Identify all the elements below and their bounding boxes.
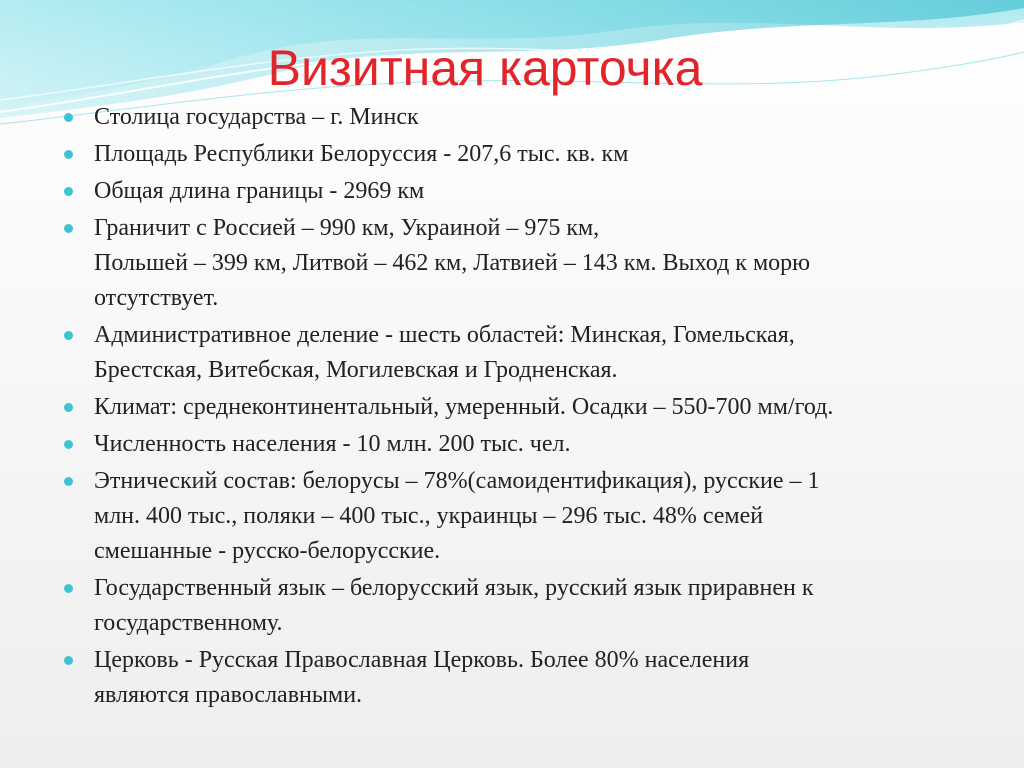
list-item — [62, 211, 974, 316]
item-text: Площадь Республики Белоруссия - 207,6 тыс. кв. км — [94, 141, 629, 167]
item-text: Граничит с Россией – 990 км, Украиной – 975 км, — [94, 215, 600, 241]
list-item — [62, 390, 974, 425]
item-text: Численность населения - 10 млн. 200 тыс. чел. — [94, 431, 571, 457]
list-item — [62, 464, 974, 569]
bullet-icon — [64, 477, 73, 486]
item-text: Брестская, Витебская, Могилевская и Гродненская. — [94, 357, 618, 383]
item-text: смешанные - русско-белорусские. — [94, 538, 441, 564]
item-text: Климат: среднеконтинентальный, умеренный. Осадки – 550-700 мм/год. — [94, 394, 834, 420]
bullet-icon — [64, 331, 73, 340]
list-item — [62, 571, 974, 641]
item-text: Государственный язык – белорусский язык, русский язык приравнен к — [94, 575, 814, 601]
list-item — [62, 427, 974, 462]
bullet-icon — [64, 224, 73, 233]
list-item — [62, 100, 974, 135]
bullet-icon — [64, 440, 73, 449]
list-item — [62, 643, 974, 713]
bullet-icon — [64, 113, 73, 122]
list-item — [62, 318, 974, 388]
bullet-icon — [64, 656, 73, 665]
item-text: государственному. — [94, 610, 283, 636]
list-item — [62, 174, 974, 209]
bullet-icon — [64, 150, 73, 159]
item-text: Польшей – 399 км, Литвой – 462 км, Латвией – 143 км. Выход к морю — [94, 250, 811, 276]
item-text: Административное деление - шесть областей: Минская, Гомельская, — [94, 322, 795, 348]
item-text: Церковь - Русская Православная Церковь. Более 80% населения — [94, 647, 750, 673]
bullet-icon — [64, 403, 73, 412]
list-item — [62, 137, 974, 172]
bullet-icon — [64, 187, 73, 196]
item-text: Общая длина границы - 2969 км — [94, 178, 425, 204]
bullet-list — [62, 100, 974, 715]
item-text: отсутствует. — [94, 285, 219, 311]
page-title: Визитная карточка — [267, 40, 703, 96]
bullet-icon — [64, 584, 73, 593]
item-text: являются православными. — [94, 682, 363, 708]
item-text: Столица государства – г. Минск — [94, 104, 419, 130]
item-text: Этнический состав: белорусы – 78%(самоидентификация), русские – 1 — [94, 468, 820, 494]
item-text: млн. 400 тыс., поляки – 400 тыс., украинцы – 296 тыс. 48% семей — [94, 503, 764, 529]
